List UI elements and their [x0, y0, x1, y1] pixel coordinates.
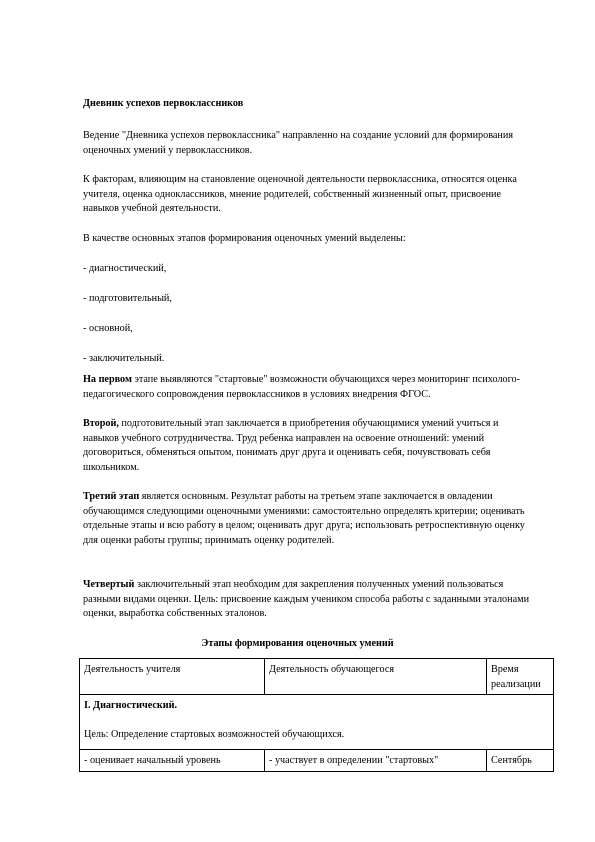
paragraph-lead: Второй,: [83, 418, 119, 429]
header-cell-teacher: Деятельность учителя: [80, 659, 265, 695]
table-cell: - участвует в определении "стартовых": [265, 749, 487, 771]
table-cell: Сентябрь: [487, 749, 554, 771]
table-header-row: [80, 659, 554, 695]
table-row: [80, 749, 554, 771]
spacer: [84, 714, 549, 729]
stage-title: I. Диагностический.: [84, 700, 178, 712]
paragraph-stage-3: [83, 490, 533, 548]
paragraph-text: подготовительный этап заключается в приобретения обучающимися умений учиться и навыков учебного сотрудничества. Труд ребенка направлен на освоение отношений: умений договориться, обменяться опытом, понимать друг друга и оценивать себя, почувствовать себя школьником.: [83, 418, 499, 473]
table-row: [80, 695, 554, 750]
paragraph-intro: Ведение "Дневника успехов первоклассника" направленно на создание условий для формирования оценочных умений у первоклассников.: [83, 130, 514, 156]
paragraph-stage-1: [83, 373, 533, 402]
header-cell-time: Время реализации: [487, 659, 554, 695]
paragraph-text: заключительный этап необходим для закрепления полученных умений пользоваться разными видами оценки. Цель: присвоение каждым учеником способа работы с заданными эталонами оценки, выработка собственных эталонов.: [83, 579, 530, 620]
table-cell: - оценивает начальный уровень: [80, 749, 265, 771]
stage-cell: [80, 695, 554, 750]
list-item: - диагностический,: [83, 263, 167, 274]
paragraph-stages-intro: В качестве основных этапов формирования оценочных умений выделены:: [83, 233, 406, 244]
paragraph-text: этапе выявляются "стартовые" возможности обучающихся через мониторинг психолого-педагогического сопровождения первоклассников в условиях внедрения ФГОС.: [83, 374, 521, 400]
paragraph-lead: На первом: [83, 374, 132, 385]
document-title: Дневник успехов первоклассников: [83, 98, 244, 109]
stage-goal: Цель: Определение стартовых возможностей обучающихся.: [84, 729, 345, 741]
paragraph-text: является основным. Результат работы на третьем этапе заключается в овладении обучающимся следующими оценочными умениями: самостоятельно определять критерии; оценивать отдельные этапы и всю работу в целом; оценивать друг друга; использовать ретроспективную оценку для оценки работы группы; принимать оценку родителей.: [83, 491, 525, 546]
paragraph-stage-2: [83, 417, 533, 475]
list-item: - заключительный.: [83, 353, 165, 364]
paragraph-lead: Четвертый: [83, 579, 135, 590]
table-caption: Этапы формирования оценочных умений: [201, 638, 394, 649]
paragraph-lead: Третий этап: [83, 491, 140, 502]
paragraph-stage-4: [83, 578, 533, 622]
header-cell-student: Деятельность обучающегося: [265, 659, 487, 695]
list-item: - подготовительный,: [83, 293, 172, 304]
list-item: - основной,: [83, 323, 133, 334]
paragraph-factors: К факторам, влияющим на становление оценочной деятельности первоклассника, относятся оценка учителя, оценка одноклассников, мнение родителей, собственный жизненный опыт, присвоение навыков учебной деятельности.: [83, 174, 517, 215]
stages-table: [79, 658, 554, 772]
